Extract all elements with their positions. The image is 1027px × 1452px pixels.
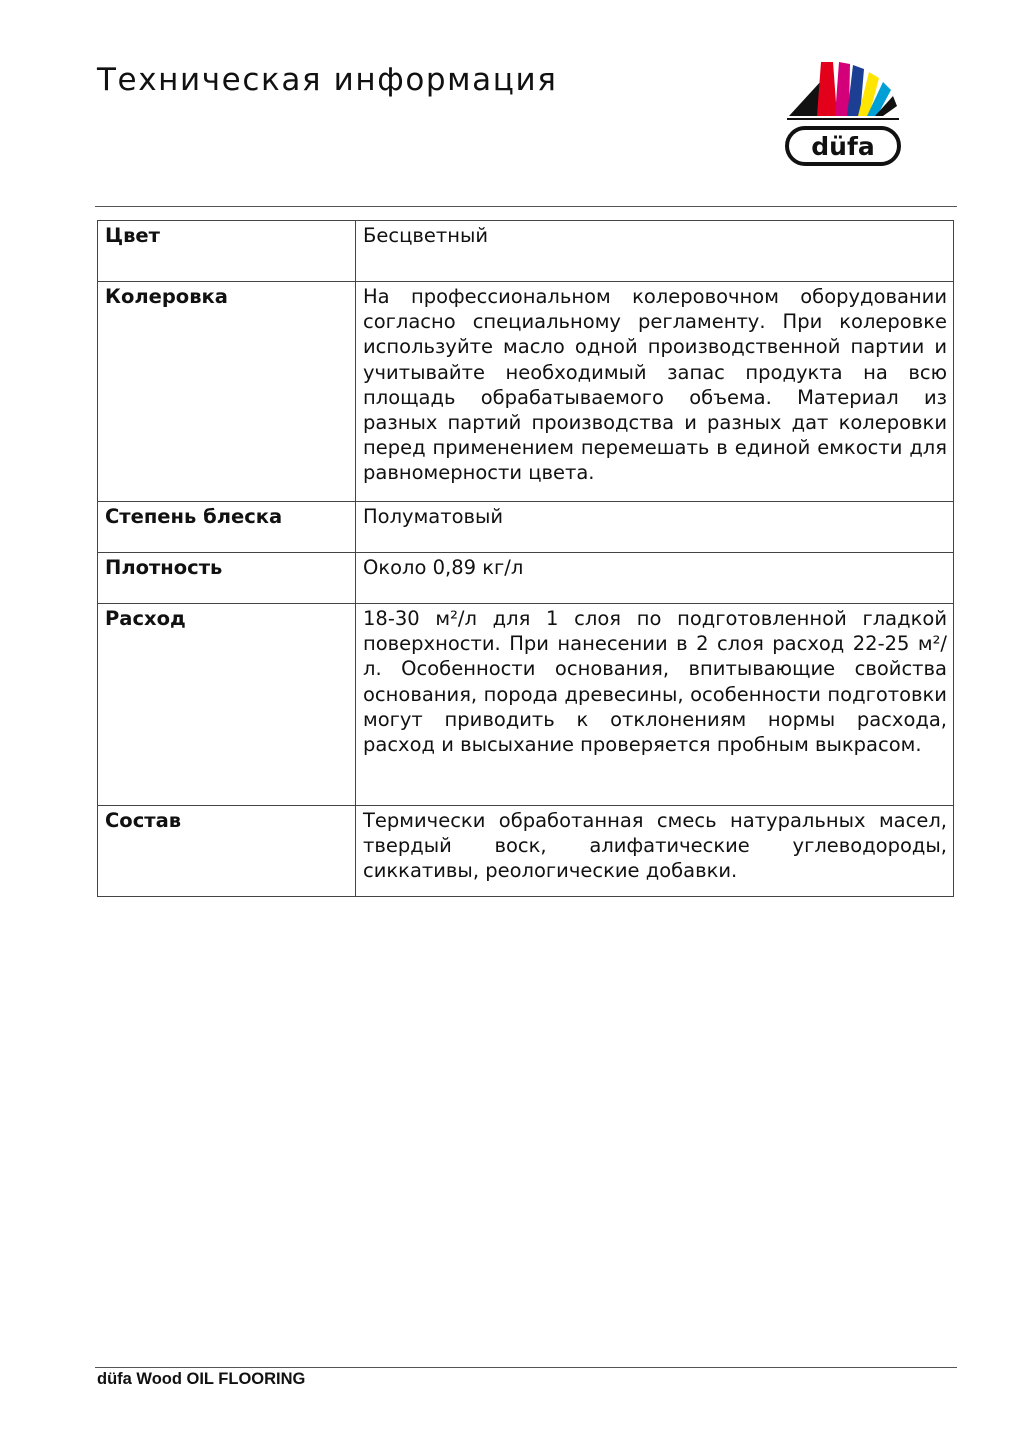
table-row	[98, 502, 954, 553]
color-fan-icon	[787, 62, 899, 120]
row-label: Плотность	[98, 553, 356, 604]
row-label: Колеровка	[98, 282, 356, 502]
table-row	[98, 282, 954, 502]
row-label: Состав	[98, 806, 356, 897]
row-value: Бесцветный	[356, 221, 954, 282]
row-label: Расход	[98, 604, 356, 806]
table-row	[98, 553, 954, 604]
row-value: 18-30 м²/л для 1 слоя по подготовленной гладкой поверхности. При нанесении в 2 слоя расход 22-25 м²/л. Особенности основания, впитывающие свойства основания, порода древесины, особенности подготовки могут приводить к отклонениям нормы расхода, расход и высыхание проверяется пробным выкрасом.	[356, 604, 954, 806]
table-row	[98, 604, 954, 806]
table-row	[98, 806, 954, 897]
dufa-logo	[783, 58, 903, 170]
table-row	[98, 221, 954, 282]
row-value: Полуматовый	[356, 502, 954, 553]
row-value: Термически обработанная смесь натуральных масел, твердый воск, алифатические углеводороды, сиккативы, реологические добавки.	[356, 806, 954, 897]
footer-product-name: düfa Wood OIL FLOORING	[97, 1370, 306, 1388]
footer-divider	[95, 1367, 957, 1368]
spec-table	[97, 220, 954, 897]
header-divider	[95, 206, 957, 207]
row-label: Степень блеска	[98, 502, 356, 553]
logo-wordmark: düfa	[811, 132, 875, 161]
row-value: На профессиональном колеровочном оборудовании согласно специальному регламенту. При колеровке используйте масло одной производственной партии и учитывайте необходимый запас продукта на всю площадь обрабатываемого объема. Материал из разных партий производства и разных дат колеровки перед применением перемешать в единой емкости для равномерности цвета.	[356, 282, 954, 502]
row-value: Около 0,89 кг/л	[356, 553, 954, 604]
row-label: Цвет	[98, 221, 356, 282]
document-title: Техническая информация	[97, 62, 558, 98]
